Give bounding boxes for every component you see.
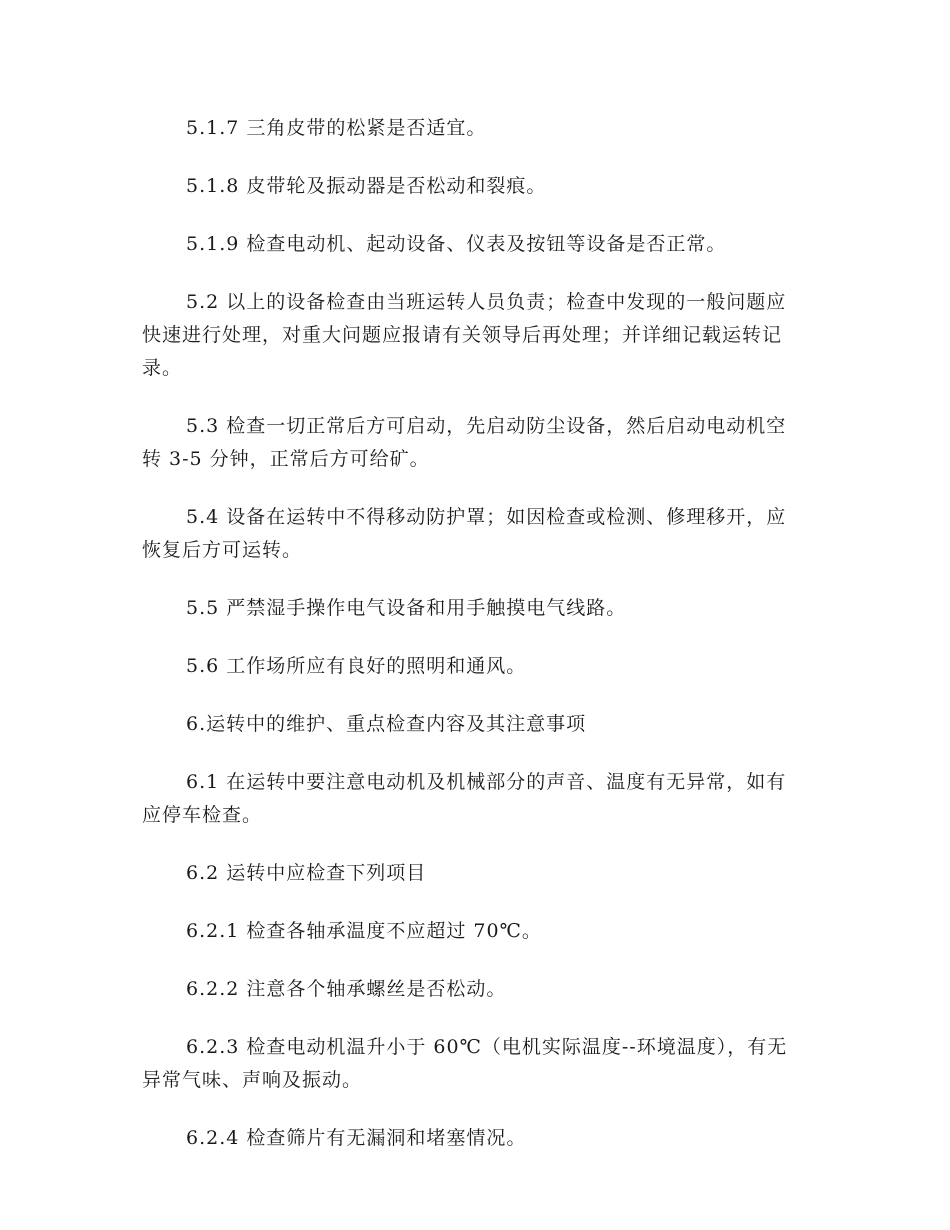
paragraph-6-2: 6.2 运转中应检查下列项目 (186, 862, 427, 884)
paragraph-5-1-8: 5.1.8 皮带轮及振动器是否松动和裂痕。 (186, 175, 547, 197)
paragraph-5-5: 5.5 严禁湿手操作电气设备和用手触摸电气线路。 (186, 597, 627, 619)
paragraph-6-2-1: 6.2.1 检查各轴承温度不应超过 70℃。 (186, 920, 542, 942)
paragraph-6-1: 6.1 在运转中要注意电动机及机械部分的声音、温度有无异常，如有应停车检查。 (142, 771, 787, 826)
paragraph-6-2-2: 6.2.2 注意各个轴承螺丝是否松动。 (186, 978, 507, 1000)
paragraph-5-4: 5.4 设备在运转中不得移动防护罩；如因检查或检测、修理移开，应恢复后方可运转。 (142, 506, 787, 561)
paragraph-6-2-4: 6.2.4 检查筛片有无漏洞和堵塞情况。 (186, 1127, 527, 1149)
paragraph-5-6: 5.6 工作场所应有良好的照明和通风。 (186, 655, 527, 677)
paragraph-5-1-7: 5.1.7 三角皮带的松紧是否适宜。 (186, 117, 487, 139)
paragraph-5-1-9: 5.1.9 检查电动机、起动设备、仪表及按钮等设备是否正常。 (186, 233, 727, 255)
paragraph-5-3: 5.3 检查一切正常后方可启动，先启动防尘设备，然后启动电动机空转 3-5 分钟，正常后方可给矿。 (142, 415, 787, 470)
section-heading-6: 6.运转中的维护、重点检查内容及其注意事项 (186, 713, 587, 735)
paragraph-6-2-3: 6.2.3 检查电动机温升小于 60℃（电机实际温度--环境温度），有无异常气味、声响及振动。 (142, 1036, 788, 1091)
document-page (142, 112, 802, 1180)
paragraph-5-2: 5.2 以上的设备检查由当班运转人员负责；检查中发现的一般问题应快速进行处理，对重大问题应报请有关领导后再处理；并详细记载运转记录。 (142, 291, 787, 379)
